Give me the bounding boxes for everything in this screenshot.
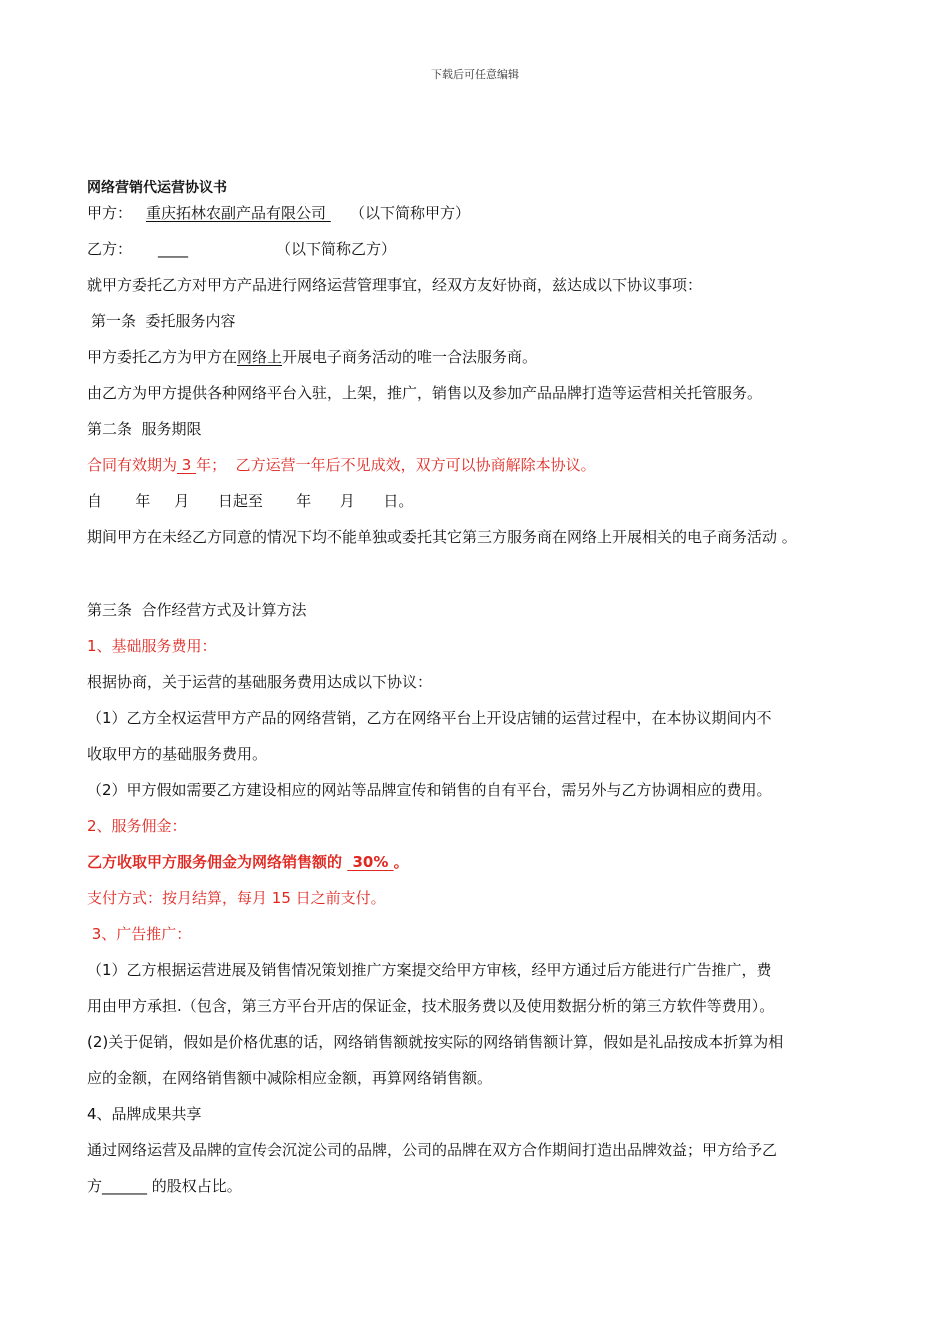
article-2-heading: 第二条 服务期限	[87, 420, 202, 438]
article-1-line-1	[87, 347, 537, 367]
article-2-term	[87, 455, 596, 475]
document-title: 网络营销代运营协议书	[87, 180, 227, 196]
party-b-label: 乙方：	[87, 240, 133, 258]
party-b-line	[87, 239, 396, 259]
section-1-item-1-b: 收取甲方的基础服务费用。	[87, 745, 268, 763]
article-3-heading: 第三条 合作经营方式及计算方法	[87, 601, 307, 619]
section-4-paragraph-b	[87, 1176, 242, 1196]
article-2-term-post: 年； 乙方运营一年后不见成效，双方可以协商解除本协议。	[196, 456, 596, 474]
article-1-line-1-underlined: 网络上	[237, 348, 283, 366]
section-3-item-2-b: 应的金额，在网络销售额中减除相应金额，再算网络销售额。	[87, 1069, 493, 1087]
section-1-item-2: （2）甲方假如需要乙方建设相应的网站等品牌宣传和销售的自有平台，需另外与乙方协调相应的费用。	[87, 781, 772, 799]
article-1-line-1-post: 开展电子商务活动的唯一合法服务商。	[282, 348, 538, 366]
section-2-commission	[87, 852, 409, 872]
section-4-title: 4、品牌成果共享	[87, 1105, 202, 1123]
section-1-intro: 根据协商，关于运营的基础服务费用达成以下协议：	[87, 673, 433, 691]
article-2-restriction: 期间甲方在未经乙方同意的情况下均不能单独或委托其它第三方服务商在网络上开展相关的电子商务活动 。	[87, 528, 797, 546]
section-3-item-2-a: (2)关于促销，假如是价格优惠的话，网络销售额就按实际的网络销售额计算，假如是礼品按成本折算为相	[87, 1033, 784, 1051]
page-header: 下载后可任意编辑	[431, 68, 519, 81]
section-2-title: 2、服务佣金：	[87, 817, 187, 835]
party-a-line	[87, 203, 470, 223]
commission-text: 乙方收取甲方服务佣金为网络销售额的	[87, 853, 348, 871]
party-a-suffix: （以下简称甲方）	[350, 204, 471, 222]
commission-end: 。	[393, 853, 409, 871]
section-3-item-1-b: 用由甲方承担.（包含，第三方平台开店的保证金，技术服务费以及使用数据分析的第三方软件等费用）。	[87, 997, 775, 1015]
section-3-item-1-a: （1）乙方根据运营进展及销售情况策划推广方案提交给甲方审核，经甲方通过后方能进行广告推广，费	[87, 961, 772, 979]
section-1-item-1-a: （1）乙方全权运营甲方产品的网络营销，乙方在网络平台上开设店铺的运营过程中，在本协议期间内不	[87, 709, 772, 727]
party-a-name: 重庆拓林农副产品有限公司	[146, 204, 327, 222]
party-b-suffix: （以下简称乙方）	[276, 240, 397, 258]
article-1-heading: 第一条 委托服务内容	[91, 312, 236, 330]
section-4-paragraph-a: 通过网络运营及品牌的宣传会沉淀公司的品牌，公司的品牌在双方合作期间打造出品牌效益；甲方给予乙	[87, 1141, 778, 1159]
article-2-term-years: 3	[177, 456, 197, 474]
section-1-title: 1、基础服务费用：	[87, 637, 217, 655]
article-2-term-pre: 合同有效期为	[87, 456, 178, 474]
equity-blank: ______	[102, 1177, 148, 1195]
article-1-line-1-pre: 甲方委托乙方为甲方在	[87, 348, 238, 366]
commission-rate: 30%	[347, 853, 394, 871]
section-3-title: 3、广告推广：	[87, 925, 192, 943]
party-a-label: 甲方：	[87, 204, 133, 222]
article-1-line-2: 由乙方为甲方提供各种网络平台入驻，上架，推广，销售以及参加产品品牌打造等运营相关托管服务。	[87, 384, 763, 402]
party-b-blank: ____	[158, 240, 189, 258]
section-4-pre: 方	[87, 1177, 103, 1195]
intro-paragraph: 就甲方委托乙方对甲方产品进行网络运营管理事宜，经双方友好协商，兹达成以下协议事项：	[87, 276, 703, 294]
article-2-date-line: 自 年 月 日起至 年 月 日。	[87, 492, 414, 510]
section-4-post: 的股权占比。	[147, 1177, 242, 1195]
section-2-payment: 支付方式：按月结算，每月 15 日之前支付。	[87, 889, 386, 907]
